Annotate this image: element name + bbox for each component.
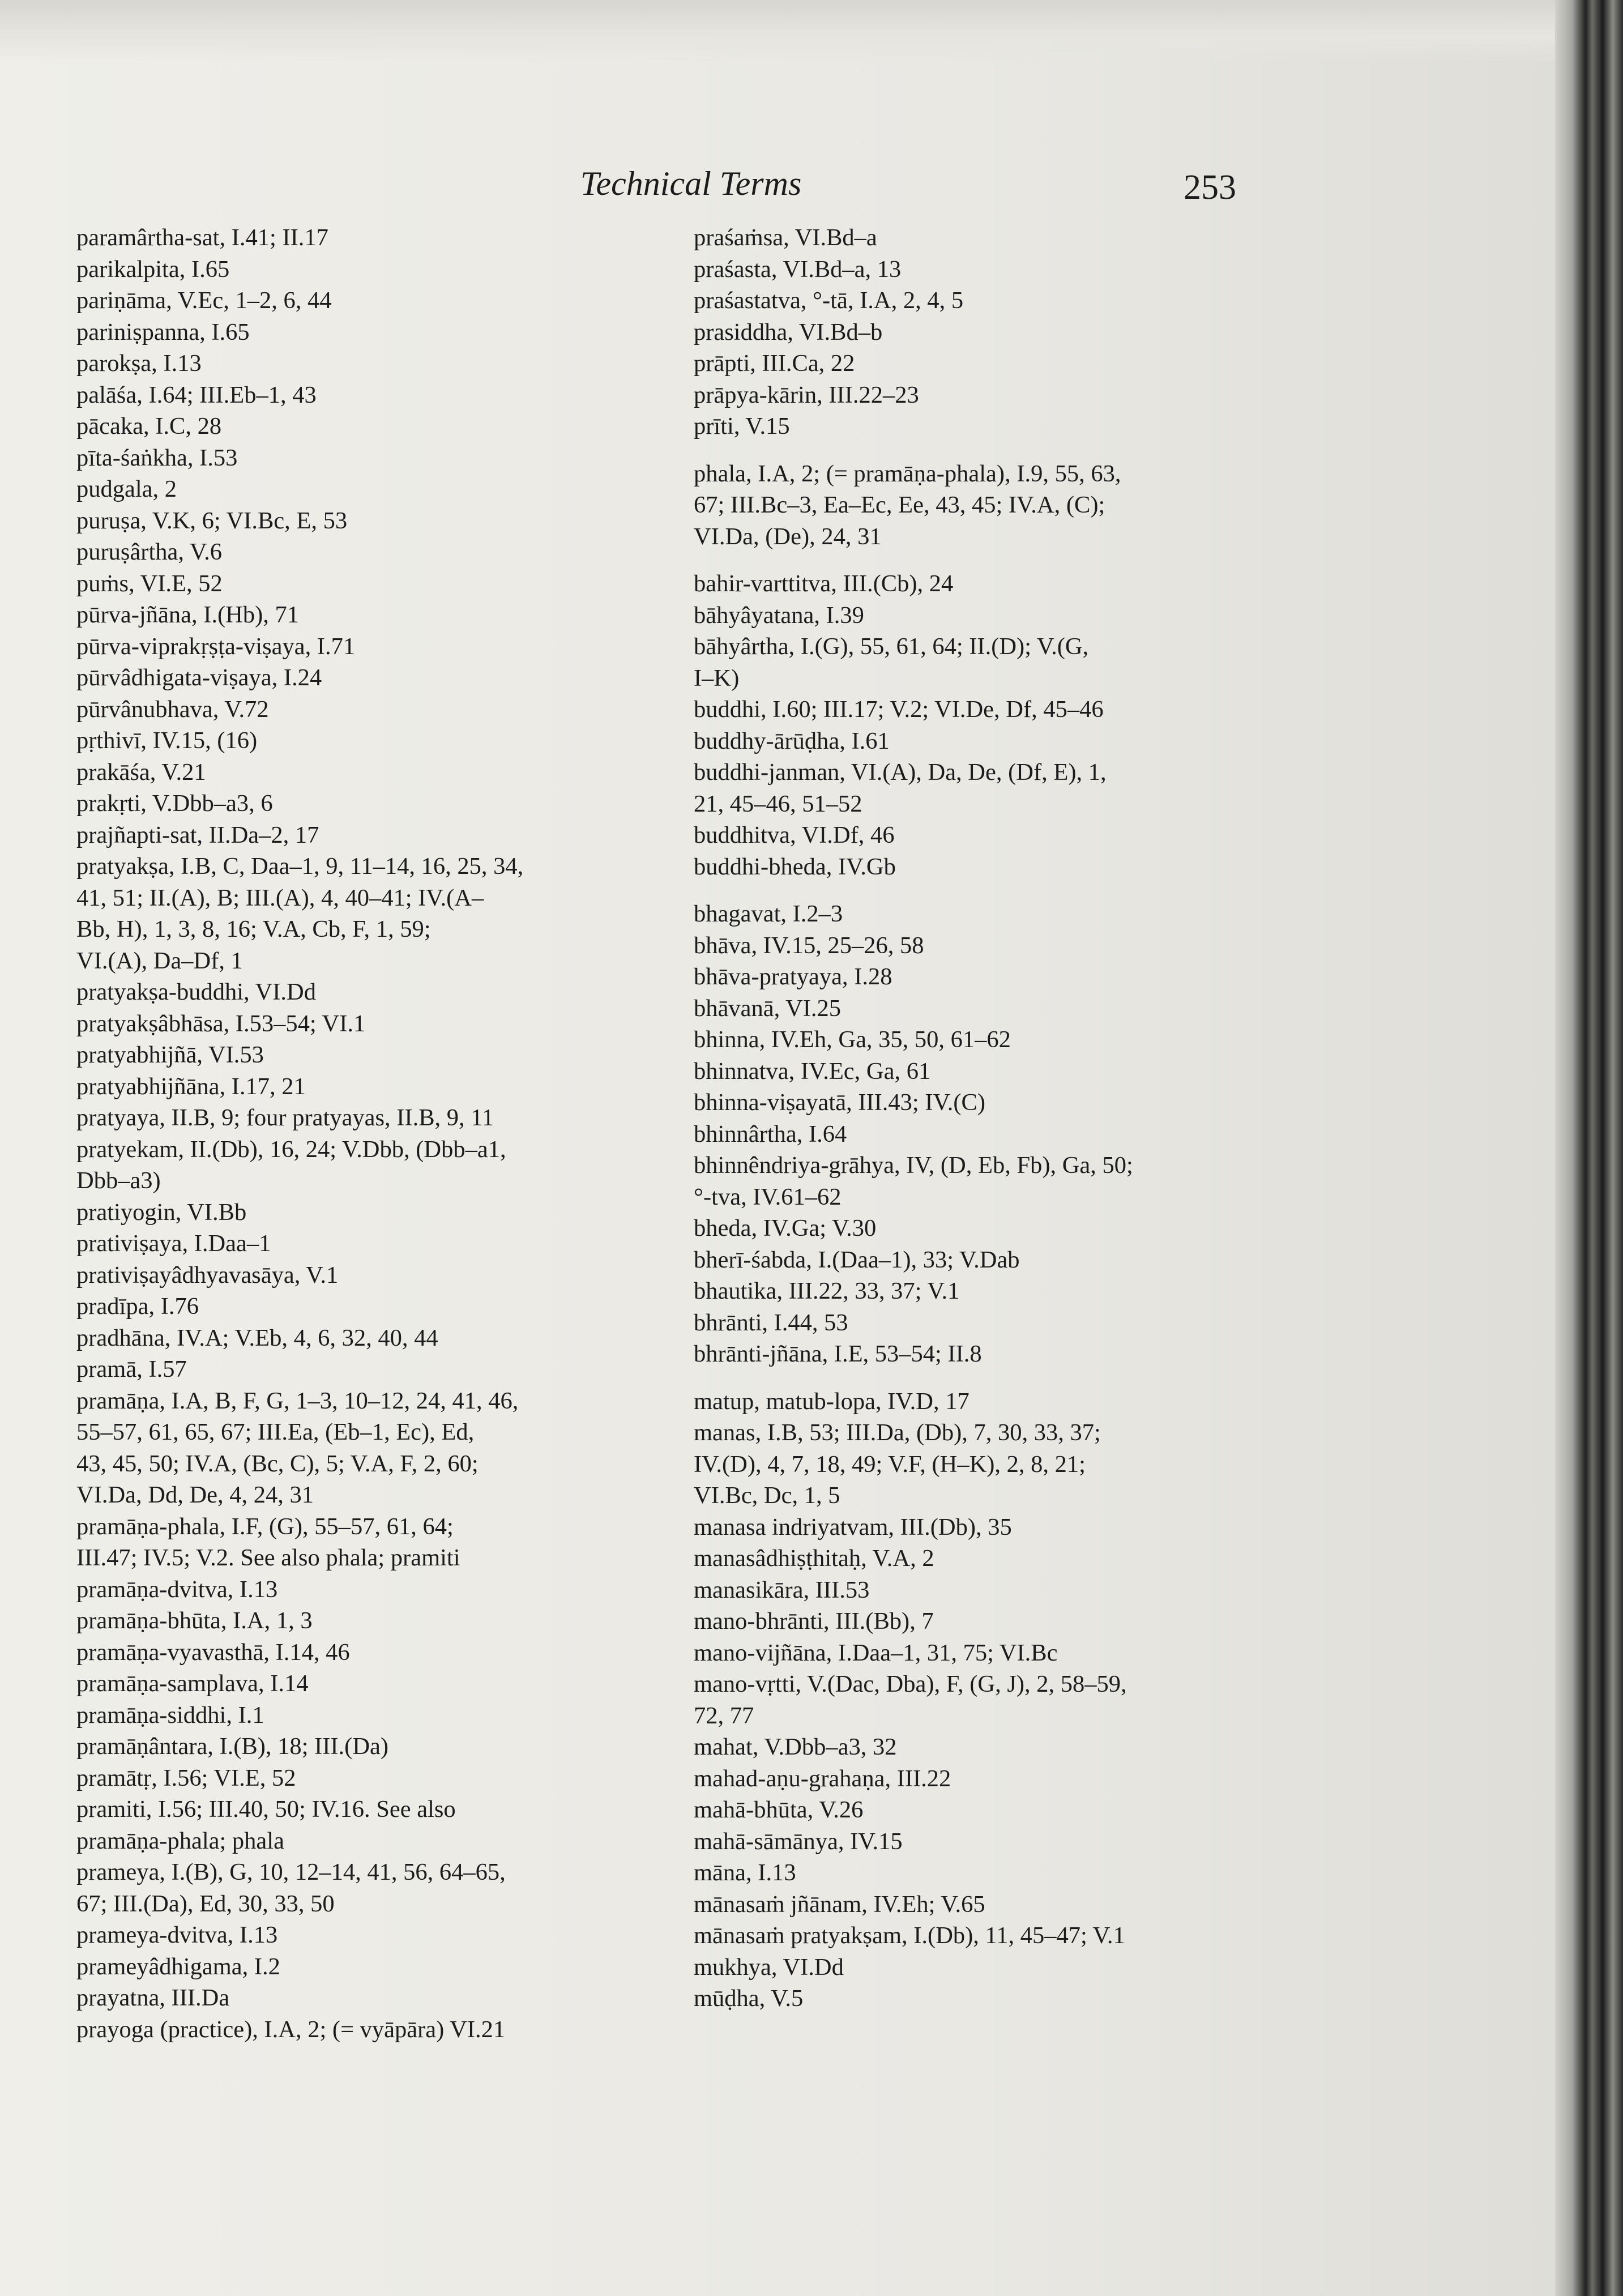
- index-entry-line: pācaka, I.C, 28: [76, 413, 222, 439]
- index-entry-line: bhinnârtha, I.64: [694, 1120, 847, 1147]
- index-entry-line: 67; III.Bc–3, Ea–Ec, Ee, 43, 45; IV.A, (C);: [694, 492, 1105, 518]
- index-entry: [76, 631, 654, 663]
- index-entry-line: °-tva, IV.61–62: [694, 1183, 842, 1210]
- index-entry-line: mano-bhrānti, III.(Bb), 7: [694, 1608, 934, 1634]
- index-entry-line: pīta-śaṅkha, I.53: [76, 444, 238, 471]
- index-entry: [694, 317, 1277, 348]
- index-entry: [76, 1857, 654, 1919]
- index-entry-line: prīti, V.15: [694, 413, 790, 439]
- index-entry-line: bahir-varttitva, III.(Cb), 24: [694, 570, 954, 597]
- index-entry-line: pradīpa, I.76: [76, 1293, 199, 1320]
- index-entry-line: mūḍha, V.5: [694, 1985, 804, 2012]
- index-entry-line: prāpti, III.Ca, 22: [694, 350, 855, 377]
- index-entry: [694, 1920, 1277, 1952]
- index-entry-line: matup, matub-lopa, IV.D, 17: [694, 1388, 969, 1415]
- index-entry: [76, 1197, 654, 1228]
- index-entry: [76, 1134, 654, 1197]
- index-entry-line: VI.Da, (De), 24, 31: [694, 523, 882, 550]
- index-entry: [694, 1275, 1277, 1307]
- page-number: 253: [1184, 168, 1236, 207]
- index-entry-line: mahā-sāmānya, IV.15: [694, 1828, 903, 1855]
- index-entry-line: Dbb–a3): [76, 1167, 161, 1194]
- index-entry-line: VI.Da, Dd, De, 4, 24, 31: [76, 1482, 314, 1508]
- index-entry: [694, 1056, 1277, 1087]
- index-entry-line: pūrva-jñāna, I.(Hb), 71: [76, 601, 299, 628]
- index-entry: [76, 536, 654, 568]
- index-entry: [694, 1826, 1277, 1858]
- index-entry-line: manasâdhiṣṭhitaḥ, V.A, 2: [694, 1545, 934, 1572]
- index-entry-line: bherī-śabda, I.(Daa–1), 33; V.Dab: [694, 1246, 1020, 1273]
- index-entry-line: prajñapti-sat, II.Da–2, 17: [76, 821, 319, 848]
- index-entry-line: manas, I.B, 53; III.Da, (Db), 7, 30, 33, 37;: [694, 1419, 1101, 1446]
- index-entry-line: buddhitva, VI.Df, 46: [694, 822, 895, 848]
- index-entry: [76, 725, 654, 757]
- index-entry: [694, 725, 1277, 757]
- index-entry-line: pramāṇa-vyavasthā, I.14, 46: [76, 1638, 350, 1666]
- index-entry: [76, 1668, 654, 1700]
- index-entry: [694, 1386, 1277, 1418]
- index-entry: [76, 1322, 654, 1354]
- index-entry-line: prakāśa, V.21: [76, 758, 206, 786]
- index-entry-line: mahat, V.Dbb–a3, 32: [694, 1734, 897, 1760]
- index-entry: [694, 1668, 1277, 1731]
- index-entry: [76, 851, 654, 976]
- book-binding-edge: [1555, 0, 1623, 2296]
- index-entry: [694, 411, 1277, 442]
- index-column-right: [694, 222, 1277, 2015]
- index-entry: [694, 1417, 1277, 1512]
- index-entry: [76, 1102, 654, 1134]
- index-entry: [76, 1008, 654, 1040]
- index-entry: [76, 1605, 654, 1637]
- index-entry-line: bhāva-pratyaya, I.28: [694, 963, 892, 990]
- running-title: Technical Terms: [580, 165, 802, 202]
- index-entry-line: pūrvâdhigata-viṣaya, I.24: [76, 664, 322, 691]
- index-entry-line: bhrānti-jñāna, I.E, 53–54; II.8: [694, 1341, 982, 1367]
- index-entry: [76, 348, 654, 379]
- index-entry: [694, 222, 1277, 254]
- index-entry: [694, 930, 1277, 962]
- index-entry-line: 55–57, 61, 65, 67; III.Ea, (Eb–1, Ec), Ed,: [76, 1419, 475, 1445]
- index-entry: [76, 254, 654, 285]
- index-entry: [76, 1354, 654, 1385]
- index-entry: [76, 1385, 654, 1511]
- index-entry: [694, 1244, 1277, 1276]
- index-entry: [76, 1982, 654, 2014]
- index-entry: [694, 1150, 1277, 1213]
- index-entry-line: bāhyâyatana, I.39: [694, 601, 864, 629]
- index-entry-line: pariṇāma, V.Ec, 1–2, 6, 44: [76, 287, 332, 314]
- index-entry-line: mukhya, VI.Dd: [694, 1953, 844, 1981]
- index-entry-line: prasiddha, VI.Bd–b: [694, 318, 883, 345]
- index-entry: [76, 1291, 654, 1322]
- scan-top-edge: [0, 0, 1623, 62]
- index-entry: [694, 820, 1277, 851]
- index-entry: [694, 1543, 1277, 1574]
- index-entry: [76, 317, 654, 348]
- section-gap: [694, 552, 1277, 568]
- index-entry: [76, 568, 654, 600]
- index-entry-line: mano-vijñāna, I.Daa–1, 31, 75; VI.Bc: [694, 1639, 1058, 1666]
- index-entry-line: buddhi-bheda, IV.Gb: [694, 853, 896, 880]
- index-entry: [694, 285, 1277, 317]
- index-entry-line: pratyabhijñā, VI.53: [76, 1042, 264, 1068]
- index-entry-line: bāhyârtha, I.(G), 55, 61, 64; II.(D); V.(G,: [694, 633, 1089, 660]
- index-entry: [76, 757, 654, 788]
- index-entry-line: pariniṣpanna, I.65: [76, 318, 250, 345]
- index-entry: [694, 1087, 1277, 1119]
- index-entry: [76, 1511, 654, 1574]
- index-entry: [694, 1213, 1277, 1244]
- index-entry-line: prameya-dvitva, I.13: [76, 1922, 278, 1948]
- index-entry: [76, 379, 654, 411]
- index-entry-line: māna, I.13: [694, 1859, 796, 1886]
- index-entry-line: IV.(D), 4, 7, 18, 49; V.F, (H–K), 2, 8, 21;: [694, 1450, 1086, 1478]
- index-entry-line: mahā-bhūta, V.26: [694, 1796, 864, 1823]
- index-entry-line: praśasta, VI.Bd–a, 13: [694, 255, 902, 283]
- index-entry-line: Bb, H), 1, 3, 8, 16; V.A, Cb, F, 1, 59;: [76, 916, 431, 942]
- index-entry: [76, 694, 654, 725]
- index-entry-line: manasikāra, III.53: [694, 1576, 870, 1603]
- index-entry: [694, 568, 1277, 600]
- index-entry: [76, 1071, 654, 1103]
- index-entry: [694, 993, 1277, 1025]
- index-entry: [694, 348, 1277, 379]
- index-entry: [76, 1039, 654, 1071]
- index-entry-line: praśaṁsa, VI.Bd–a: [694, 224, 877, 251]
- index-entry-line: praśastatva, °-tā, I.A, 2, 4, 5: [694, 287, 964, 314]
- index-entry: [76, 1700, 654, 1731]
- index-entry-line: pradhāna, IV.A; V.Eb, 4, 6, 32, 40, 44: [76, 1324, 438, 1351]
- index-entry-line: prameyâdhigama, I.2: [76, 1953, 280, 1980]
- index-entry-line: paramârtha-sat, I.41; II.17: [76, 224, 328, 251]
- index-entry-line: pramāṇântara, I.(B), 18; III.(Da): [76, 1733, 389, 1760]
- index-entry-line: pratyekam, II.(Db), 16, 24; V.Dbb, (Dbb–a1,: [76, 1136, 506, 1163]
- index-entry-line: bhinnatva, IV.Ec, Ga, 61: [694, 1057, 931, 1085]
- index-entry-line: pramāṇa-phala; phala: [76, 1827, 284, 1854]
- index-entry-line: bheda, IV.Ga; V.30: [694, 1215, 877, 1241]
- index-entry: [694, 1763, 1277, 1795]
- index-entry-line: prayoga (practice), I.A, 2; (= vyāpāra) VI.21: [76, 2016, 506, 2043]
- index-entry-line: mano-vṛtti, V.(Dac, Dba), F, (G, J), 2, 58–59,: [694, 1671, 1127, 1697]
- index-entry: [694, 1637, 1277, 1669]
- index-entry-line: bhagavat, I.2–3: [694, 901, 843, 927]
- index-entry-line: pramāṇa-samplava, I.14: [76, 1670, 309, 1697]
- index-entry: [694, 600, 1277, 631]
- index-entry: [694, 1983, 1277, 2015]
- index-entry: [694, 1512, 1277, 1543]
- index-entry: [76, 1260, 654, 1291]
- index-entry-line: prameya, I.(B), G, 10, 12–14, 41, 56, 64–65,: [76, 1859, 506, 1885]
- index-entry-line: palāśa, I.64; III.Eb–1, 43: [76, 381, 317, 408]
- index-entry-line: 67; III.(Da), Ed, 30, 33, 50: [76, 1890, 335, 1917]
- index-entry-line: VI.(A), Da–Df, 1: [76, 947, 243, 974]
- index-entry: [76, 1919, 654, 1951]
- index-entry-line: pratyaya, II.B, 9; four pratyayas, II.B, 9, 11: [76, 1104, 494, 1131]
- index-entry: [76, 1762, 654, 1794]
- index-entry: [694, 1119, 1277, 1150]
- index-entry-line: pramāṇa-siddhi, I.1: [76, 1701, 264, 1729]
- index-entry-line: prakṛti, V.Dbb–a3, 6: [76, 790, 273, 817]
- index-entry-line: pramāṇa-bhūta, I.A, 1, 3: [76, 1607, 313, 1634]
- index-entry: [694, 961, 1277, 993]
- index-entry-line: prāpya-kārin, III.22–23: [694, 381, 919, 408]
- index-entry: [694, 757, 1277, 820]
- index-entry: [76, 1637, 654, 1668]
- index-entry: [76, 473, 654, 505]
- index-entry: [694, 1338, 1277, 1370]
- index-entry-line: 21, 45–46, 51–52: [694, 790, 862, 817]
- index-entry: [694, 898, 1277, 930]
- index-entry-line: pramātṛ, I.56; VI.E, 52: [76, 1764, 296, 1791]
- index-entry-line: pūrva-viprakṛṣṭa-viṣaya, I.71: [76, 633, 356, 660]
- index-entry: [76, 411, 654, 442]
- index-entry: [694, 1731, 1277, 1763]
- index-entry: [694, 1606, 1277, 1637]
- index-entry-line: bhinna-viṣayatā, III.43; IV.(C): [694, 1089, 985, 1116]
- index-entry-line: puṁs, VI.E, 52: [76, 570, 223, 597]
- index-entry: [694, 458, 1277, 553]
- index-entry-line: pramāṇa-dvitva, I.13: [76, 1576, 278, 1603]
- index-entry-line: pramāṇa-phala, I.F, (G), 55–57, 61, 64;: [76, 1513, 454, 1540]
- index-entry-line: mānasaṁ pratyakṣam, I.(Db), 11, 45–47; V.1: [694, 1922, 1125, 1949]
- index-entry-line: pratyakṣa-buddhi, VI.Dd: [76, 979, 316, 1005]
- index-entry-line: bhinna, IV.Eh, Ga, 35, 50, 61–62: [694, 1026, 1011, 1053]
- index-entry: [76, 222, 654, 254]
- index-entry-line: prativiṣaya, I.Daa–1: [76, 1230, 271, 1257]
- index-entry: [76, 1731, 654, 1762]
- index-entry: [694, 1024, 1277, 1056]
- index-entry-line: puruṣa, V.K, 6; VI.Bc, E, 53: [76, 507, 348, 534]
- index-entry-line: pudgala, 2: [76, 476, 177, 502]
- index-entry-line: bhinnêndriya-grāhya, IV, (D, Eb, Fb), Ga, 50;: [694, 1152, 1133, 1179]
- index-entry: [76, 599, 654, 631]
- index-entry: [76, 788, 654, 820]
- index-entry-line: buddhy-ārūḍha, I.61: [694, 727, 890, 754]
- index-entry-line: 72, 77: [694, 1702, 754, 1729]
- index-entry-line: parikalpita, I.65: [76, 255, 230, 283]
- index-entry-line: pratyakṣâbhāsa, I.53–54; VI.1: [76, 1010, 366, 1037]
- index-entry: [76, 820, 654, 851]
- index-column-left: [76, 222, 654, 2045]
- index-entry: [76, 505, 654, 537]
- index-entry-line: bhāvanā, VI.25: [694, 995, 842, 1022]
- index-entry-line: pūrvânubhava, V.72: [76, 695, 269, 723]
- index-entry-line: buddhi-janman, VI.(A), Da, De, (Df, E), 1,: [694, 759, 1107, 786]
- index-entry-line: pratyakṣa, I.B, C, Daa–1, 9, 11–14, 16, 25, 34,: [76, 853, 524, 880]
- index-entry: [76, 662, 654, 694]
- index-entry-line: bhāva, IV.15, 25–26, 58: [694, 932, 924, 959]
- index-entry-line: 41, 51; II.(A), B; III.(A), 4, 40–41; IV.(A–: [76, 884, 484, 911]
- index-entry-line: III.47; IV.5; V.2. See also phala; pramiti: [76, 1544, 460, 1571]
- index-entry-line: pratiyogin, VI.Bb: [76, 1198, 247, 1226]
- index-entry-line: 43, 45, 50; IV.A, (Bc, C), 5; V.A, F, 2, 60;: [76, 1450, 479, 1477]
- index-entry-line: I–K): [694, 664, 740, 692]
- index-entry: [694, 1857, 1277, 1889]
- index-entry: [694, 851, 1277, 883]
- index-entry: [694, 631, 1277, 694]
- index-entry: [694, 1574, 1277, 1606]
- index-entry-line: pramiti, I.56; III.40, 50; IV.16. See also: [76, 1796, 456, 1823]
- index-entry: [694, 379, 1277, 411]
- index-entry-line: manasa indriyatvam, III.(Db), 35: [694, 1513, 1012, 1540]
- index-entry-line: bhrānti, I.44, 53: [694, 1309, 848, 1336]
- index-entry: [76, 1951, 654, 1983]
- index-entry-line: phala, I.A, 2; (= pramāṇa-phala), I.9, 55, 63,: [694, 460, 1121, 487]
- index-entry: [76, 2014, 654, 2046]
- index-entry-line: prayatna, III.Da: [76, 1985, 230, 2011]
- index-entry: [694, 1952, 1277, 1983]
- index-entry-line: prativiṣayâdhyavasāya, V.1: [76, 1261, 339, 1288]
- index-entry: [76, 1228, 654, 1260]
- index-entry-line: parokṣa, I.13: [76, 350, 202, 377]
- index-entry: [694, 694, 1277, 725]
- index-entry: [694, 1794, 1277, 1826]
- index-entry-line: buddhi, I.60; III.17; V.2; VI.De, Df, 45–46: [694, 696, 1104, 723]
- index-entry: [76, 285, 654, 317]
- index-entry-line: bhautika, III.22, 33, 37; V.1: [694, 1278, 960, 1304]
- index-entry: [76, 442, 654, 474]
- index-entry: [76, 976, 654, 1008]
- index-entry: [694, 1889, 1277, 1921]
- index-entry-line: pratyabhijñāna, I.17, 21: [76, 1073, 306, 1100]
- index-entry-line: VI.Bc, Dc, 1, 5: [694, 1482, 840, 1509]
- section-gap: [694, 1370, 1277, 1386]
- index-entry-line: pramā, I.57: [76, 1356, 187, 1382]
- section-gap: [694, 442, 1277, 458]
- index-entry-line: pramāṇa, I.A, B, F, G, 1–3, 10–12, 24, 41, 46,: [76, 1387, 519, 1414]
- index-entry: [694, 1307, 1277, 1339]
- index-entry: [76, 1794, 654, 1857]
- index-entry-line: mahad-aṇu-grahaṇa, III.22: [694, 1765, 951, 1792]
- section-gap: [694, 882, 1277, 898]
- index-entry: [76, 1574, 654, 1606]
- index-entry: [694, 254, 1277, 285]
- index-entry-line: mānasaṁ jñānam, IV.Eh; V.65: [694, 1890, 985, 1918]
- index-entry-line: puruṣârtha, V.6: [76, 539, 222, 565]
- index-entry-line: pṛthivī, IV.15, (16): [76, 727, 258, 754]
